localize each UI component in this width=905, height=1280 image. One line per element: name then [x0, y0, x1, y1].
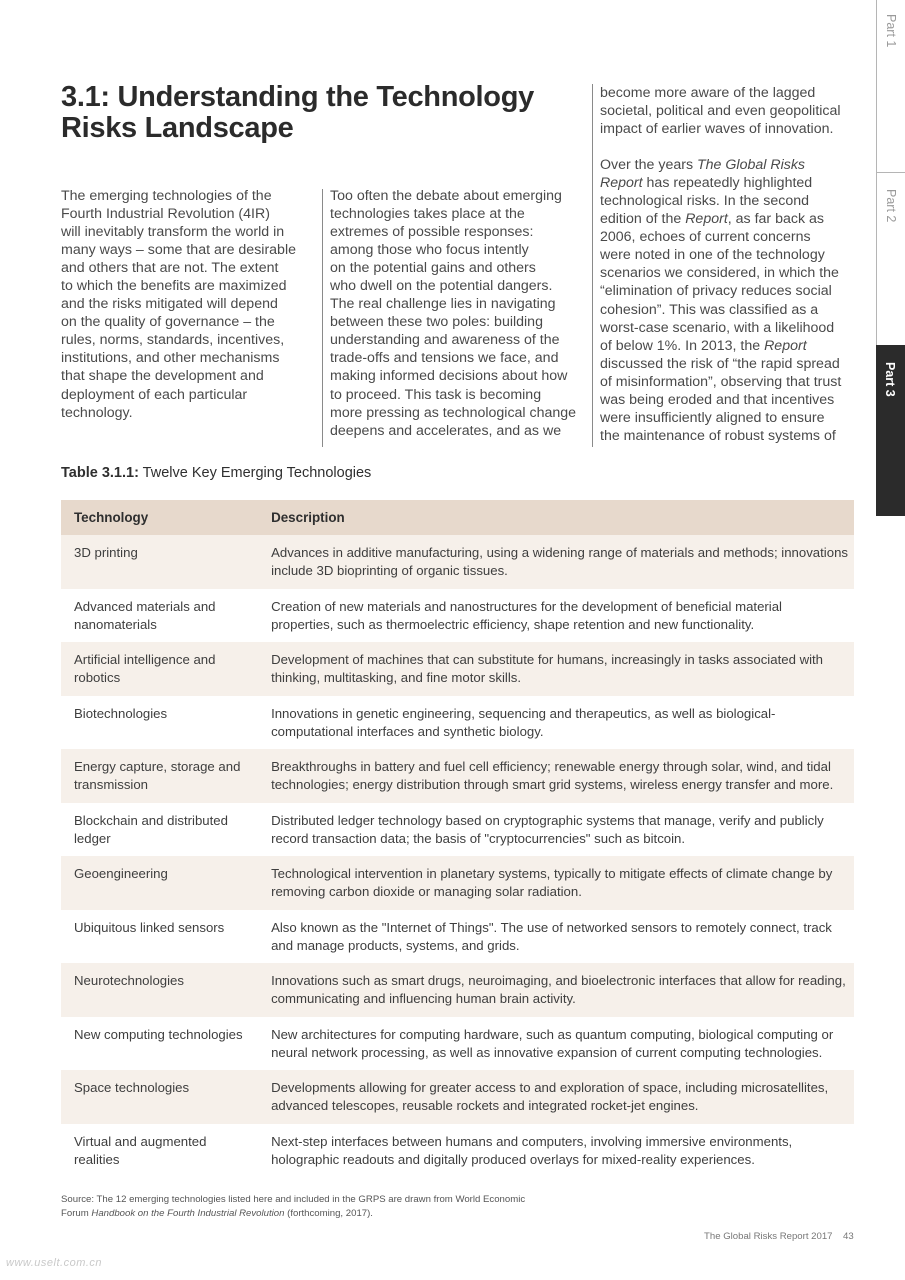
- description-line: include 3D bioprinting of organic tissues.: [271, 563, 508, 578]
- text-line: were insufficiently aligned to ensure: [600, 409, 825, 426]
- description-line: record transaction data; the basis of "cryptocurrencies" such as bitcoin.: [271, 830, 686, 846]
- text-run: has repeatedly highlighted: [642, 175, 813, 192]
- report-italic: Report: [764, 337, 807, 354]
- col1-text-line: Fourth Industrial Revolution (4IR): [61, 206, 270, 223]
- description-cell: [258, 803, 854, 857]
- description-line: Breakthroughs in battery and fuel cell efficiency; renewable energy through solar, wind, and tidal: [271, 759, 831, 774]
- description-line: holographic readouts and digitally produced overlays for mixed-reality experiences.: [271, 1151, 755, 1167]
- technology-name-line: ledger: [74, 830, 111, 846]
- col1-text-line: rules, norms, standards, incentives,: [61, 332, 285, 349]
- table-caption: [61, 465, 371, 481]
- watermark-text: www.uselt.com.cn: [6, 1257, 103, 1269]
- table-row: [61, 749, 854, 803]
- text-line: technological risks. In the second: [600, 193, 809, 210]
- tab-part-1[interactable]: [876, 0, 905, 172]
- description-cell: [258, 856, 854, 910]
- table-row: [61, 642, 854, 696]
- col2-text-line: between these two poles: building: [330, 314, 543, 331]
- col2-text-line: making informed decisions about how: [330, 368, 568, 385]
- text-run: edition of the: [600, 211, 686, 228]
- technology-name-line: Space technologies: [74, 1080, 190, 1095]
- description-line: properties, such as thermoelectric efficiency, shape retention and new functionality.: [271, 616, 755, 632]
- description-cell: [258, 535, 854, 589]
- technology-name-line: Energy capture, storage and: [74, 759, 241, 774]
- description-line: technologies; energy distribution through smart grid systems, wireless energy transfer and more.: [271, 777, 834, 792]
- table-row: [61, 1070, 854, 1124]
- table-source-note: [61, 1193, 525, 1221]
- tab-part-3[interactable]: [876, 345, 905, 516]
- col2-text-line: The real challenge lies in navigating: [330, 296, 556, 313]
- table-row: [61, 535, 854, 589]
- col3-text-line: societal, political and even geopolitical: [600, 103, 841, 120]
- text-run: Forum: [61, 1208, 92, 1219]
- technology-name-line: Blockchain and distributed: [74, 812, 228, 828]
- source-line-1: Source: The 12 emerging technologies listed here and included in the GRPS are drawn from World Economic: [61, 1194, 526, 1205]
- description-cell: [258, 1017, 854, 1071]
- description-line: thinking, multitasking, and fine motor skills.: [271, 670, 522, 685]
- technology-name-line: Ubiquitous linked sensors: [74, 919, 225, 935]
- technology-cell: [61, 803, 258, 857]
- tab-part-2-label: Part 2: [884, 189, 898, 223]
- description-line: Creation of new materials and nanostructures for the development of beneficial material: [271, 598, 782, 614]
- col1-text-line: and the risks mitigated will depend: [61, 296, 278, 313]
- description-line: and manage products, systems, and grids.: [271, 937, 520, 953]
- report-italic: Report: [600, 175, 643, 192]
- technology-name-line: robotics: [74, 670, 121, 685]
- text-line: discussed the risk of “the rapid spread: [600, 355, 840, 372]
- col2-text-line: more pressing as technological change: [330, 404, 577, 421]
- col1-text-line: to which the benefits are maximized: [61, 278, 287, 295]
- description-line: computational interfaces and synthetic biology.: [271, 723, 544, 739]
- technology-name-line: nanomaterials: [74, 616, 157, 632]
- technology-cell: [61, 963, 258, 1017]
- technology-name-line: Neurotechnologies: [74, 973, 184, 988]
- page-number: 43: [843, 1231, 854, 1242]
- technology-cell: [61, 1070, 258, 1124]
- section-title-line-2: Risks Landscape: [61, 112, 294, 144]
- text-line: were noted in one of the technology: [600, 247, 825, 264]
- col1-text-line: on the quality of governance – the: [61, 314, 275, 331]
- col2-text-line: among those who focus intently: [330, 242, 529, 259]
- tab-part-1-label: Part 1: [884, 14, 898, 48]
- col3-paragraph-1: [600, 84, 850, 138]
- col1-text-line: and others that are not. The extent: [61, 260, 279, 277]
- table-row: [61, 803, 854, 857]
- col1-text-line: deployment of each particular: [61, 386, 248, 403]
- technology-cell: [61, 1124, 258, 1178]
- text-line: worst-case scenario, with a likelihood: [600, 319, 835, 336]
- col2-text-line: to proceed. This task is becoming: [330, 386, 542, 403]
- table-caption-number: Table 3.1.1:: [61, 465, 139, 481]
- col2-text-line: technologies takes place at the: [330, 206, 525, 223]
- col2-text-line: who dwell on the potential dangers.: [330, 278, 553, 295]
- col1-text-line: institutions, and other mechanisms: [61, 350, 280, 367]
- technology-cell: [61, 535, 258, 589]
- col2-text-line: understanding and awareness of the: [330, 332, 560, 349]
- description-cell: [258, 1070, 854, 1124]
- text-line: was being eroded and that incentives: [600, 391, 835, 408]
- col2-text-line: extremes of possible responses:: [330, 224, 534, 241]
- col1-text-line: will inevitably transform the world in: [61, 224, 285, 241]
- technology-cell: [61, 1017, 258, 1071]
- text-line: 2006, echoes of current concerns: [600, 229, 811, 246]
- text-run: , as far back as: [727, 211, 824, 228]
- description-cell: [258, 589, 854, 643]
- description-cell: [258, 963, 854, 1017]
- column-divider-2: [592, 84, 593, 447]
- technology-name-line: Artificial intelligence and: [74, 652, 216, 667]
- description-line: Development of machines that can substitute for humans, increasingly in tasks associated with: [271, 652, 824, 667]
- technology-cell: [61, 856, 258, 910]
- body-column-1: [61, 187, 306, 422]
- tab-part-3-label: Part 3: [883, 362, 897, 397]
- technology-name-line: realities: [74, 1151, 120, 1167]
- column-header-technology: Technology: [61, 500, 258, 535]
- col1-text-line: many ways – some that are desirable: [61, 242, 296, 259]
- col3-text-line: impact of earlier waves of innovation.: [600, 121, 834, 138]
- technology-cell: [61, 696, 258, 750]
- description-line: Also known as the "Internet of Things". The use of networked sensors to remotely connect, track: [271, 919, 832, 935]
- col3-paragraph-2: [600, 156, 850, 445]
- description-line: New architectures for computing hardware, such as quantum computing, biological computing or: [271, 1026, 834, 1042]
- col2-text-line: deepens and accelerates, and as we: [330, 422, 562, 439]
- description-line: removing carbon dioxide or managing solar radiation.: [271, 884, 582, 899]
- col3-text-line: become more aware of the lagged: [600, 85, 816, 101]
- text-line: the maintenance of robust systems of: [600, 427, 836, 444]
- technology-name-line: Geoengineering: [74, 866, 168, 881]
- footer-report-name: The Global Risks Report 2017: [704, 1231, 833, 1242]
- column-header-description: Description: [258, 500, 854, 535]
- description-line: Innovations such as smart drugs, neuroimaging, and bioelectronic interfaces that allow for reading,: [271, 973, 846, 988]
- table-row: [61, 963, 854, 1017]
- table-row: [61, 589, 854, 643]
- text-run: (forthcoming, 2017).: [284, 1208, 373, 1219]
- technology-name-line: transmission: [74, 777, 149, 792]
- section-title: [61, 82, 561, 144]
- table-header-row: [61, 500, 854, 535]
- description-cell: [258, 749, 854, 803]
- description-line: Distributed ledger technology based on cryptographic systems that manage, verify and publicly: [271, 812, 824, 828]
- table-row: [61, 910, 854, 964]
- description-line: Advances in additive manufacturing, using a widening range of materials and methods; innovations: [271, 545, 848, 560]
- table-caption-text: Twelve Key Emerging Technologies: [138, 465, 372, 481]
- description-cell: [258, 910, 854, 964]
- text-run: Over the years: [600, 157, 697, 174]
- col2-text-line: trade-offs and tensions we face, and: [330, 350, 559, 367]
- col1-text-line: The emerging technologies of the: [61, 188, 272, 204]
- col1-text-line: that shape the development and: [61, 368, 264, 385]
- description-line: Next-step interfaces between humans and computers, involving immersive environments,: [271, 1133, 793, 1149]
- technology-name-line: New computing technologies: [74, 1026, 243, 1042]
- handbook-title-italic: Handbook on the Fourth Industrial Revolution: [91, 1208, 285, 1219]
- description-line: Technological intervention in planetary systems, typically to mitigate effects of climate change by: [271, 866, 833, 881]
- table-row: [61, 1017, 854, 1071]
- tab-part-2[interactable]: [876, 173, 905, 345]
- text-run: of below 1%. In 2013, the: [600, 337, 765, 354]
- text-line: “elimination of privacy reduces social: [600, 283, 832, 300]
- body-column-3: [600, 84, 850, 463]
- technology-name-line: 3D printing: [74, 545, 138, 560]
- table-row: [61, 696, 854, 750]
- report-italic: Report: [685, 211, 728, 228]
- text-line: cohesion”. This was classified as a: [600, 301, 819, 318]
- report-title-italic: The Global Risks: [697, 157, 806, 174]
- description-line: Innovations in genetic engineering, sequencing and therapeutics, as well as biological-: [271, 705, 776, 721]
- technology-cell: [61, 749, 258, 803]
- description-line: advanced telescopes, reusable rockets and integrated rocket-jet engines.: [271, 1098, 699, 1113]
- technology-cell: [61, 589, 258, 643]
- col1-text-line: technology.: [61, 404, 133, 421]
- description-line: Developments allowing for greater access to and exploration of space, including microsatellites,: [271, 1080, 829, 1095]
- text-line: of misinformation”, observing that trust: [600, 373, 842, 390]
- technology-cell: [61, 642, 258, 696]
- col2-text-line: on the potential gains and others: [330, 260, 536, 277]
- technologies-table: [61, 500, 854, 1177]
- table-row: [61, 856, 854, 910]
- description-line: neural network processing, as well as innovative expansion of current computing technologies.: [271, 1044, 823, 1060]
- column-divider-1: [322, 189, 323, 447]
- table-row: [61, 1124, 854, 1178]
- technology-name-line: Virtual and augmented: [74, 1133, 207, 1149]
- text-line: scenarios we considered, in which the: [600, 265, 839, 282]
- technology-name-line: Advanced materials and: [74, 598, 216, 614]
- section-title-line-1: 3.1: Understanding the Technology: [61, 81, 534, 113]
- description-cell: [258, 642, 854, 696]
- body-column-2: [330, 187, 585, 440]
- technology-cell: [61, 910, 258, 964]
- col2-text-line: Too often the debate about emerging: [330, 188, 562, 204]
- description-line: communicating and influencing human brain activity.: [271, 991, 576, 1006]
- technology-name-line: Biotechnologies: [74, 705, 168, 721]
- description-cell: [258, 696, 854, 750]
- description-cell: [258, 1124, 854, 1178]
